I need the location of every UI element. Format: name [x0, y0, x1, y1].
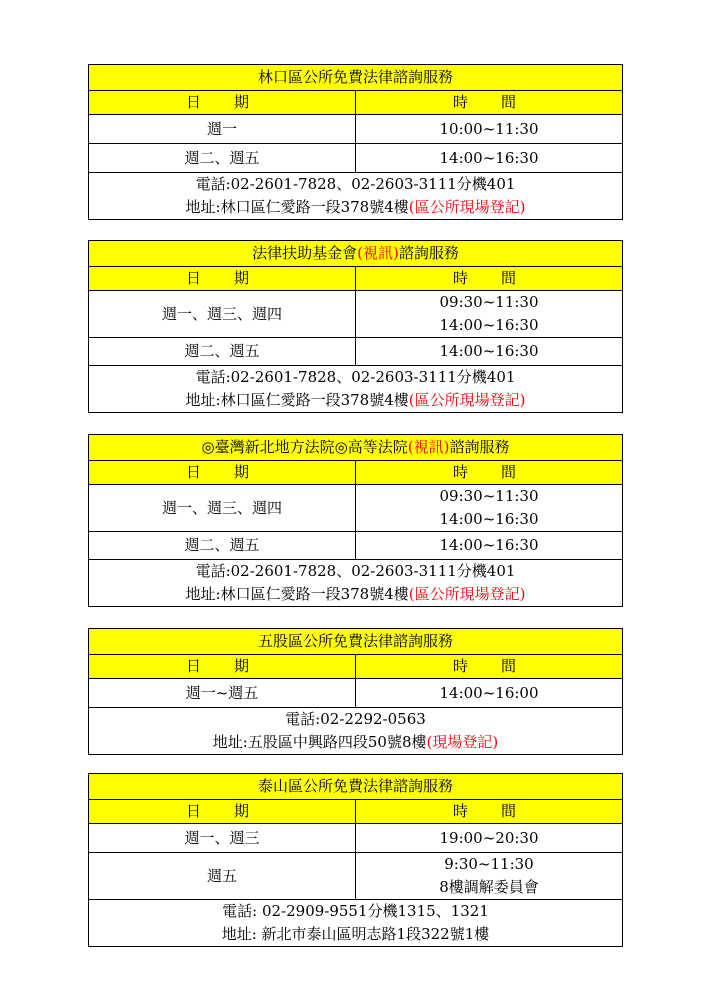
- phone-text: 電話:02-2292-0563: [285, 710, 426, 728]
- address-text: 地址: 新北市泰山區明志路1段322號1樓: [221, 925, 490, 943]
- table-title: 五股區公所免費法律諮詢服務: [89, 629, 623, 655]
- date-header: 日 期: [89, 461, 356, 485]
- schedule-time: 14:00~16:30: [356, 532, 623, 560]
- address-line: [89, 583, 622, 606]
- address-text: 地址:五股區中興路四段50號8樓: [212, 733, 427, 751]
- date-header: 日 期: [89, 800, 356, 824]
- address-note: (區公所現場登記): [408, 198, 526, 216]
- schedule-day: 週二、週五: [89, 144, 356, 173]
- schedule-day: 週五: [89, 853, 356, 900]
- table-title: 泰山區公所免費法律諮詢服務: [89, 774, 623, 800]
- contact-info: [89, 900, 623, 947]
- address-note: (區公所現場登記): [408, 391, 526, 409]
- schedule-time: 09:30~11:30 14:00~16:30: [356, 485, 623, 532]
- date-header: 日 期: [89, 655, 356, 679]
- schedule-time: 14:00~16:30: [356, 338, 623, 366]
- time-header: 時 間: [356, 800, 623, 824]
- phone-text: 電話:02-2601-7828、02-2603-3111分機401: [195, 562, 516, 580]
- address-line: [89, 731, 622, 754]
- phone-text: 電話:02-2601-7828、02-2603-3111分機401: [195, 175, 516, 193]
- address-line: [89, 389, 622, 412]
- linkou-service-table: [88, 64, 623, 220]
- taishan-service-table: [88, 773, 623, 947]
- schedule-day: 週一、週三、週四: [89, 485, 356, 532]
- court-service-table: [88, 434, 623, 607]
- schedule-time: 19:00~20:30: [356, 824, 623, 853]
- schedule-day: 週一、週三: [89, 824, 356, 853]
- date-header: 日 期: [89, 267, 356, 291]
- legal-aid-service-table: [88, 240, 623, 413]
- schedule-day: 週一、週三、週四: [89, 291, 356, 338]
- schedule-day: 週一: [89, 115, 356, 144]
- schedule-day: 週二、週五: [89, 338, 356, 366]
- table-title: ◎臺灣新北地方法院◎高等法院(視訊)諮詢服務: [89, 435, 623, 461]
- address-note: (現場登記): [426, 733, 499, 751]
- contact-info: [89, 708, 623, 755]
- schedule-time: 10:00~11:30: [356, 115, 623, 144]
- time-header: 時 間: [356, 267, 623, 291]
- phone-text: 電話:02-2601-7828、02-2603-3111分機401: [195, 368, 516, 386]
- time-header: 時 間: [356, 91, 623, 115]
- time-header: 時 間: [356, 655, 623, 679]
- schedule-time: 14:00~16:30: [356, 144, 623, 173]
- video-note: (視訊): [407, 438, 450, 456]
- wugu-service-table: [88, 628, 623, 755]
- video-note: (視訊): [357, 244, 399, 262]
- contact-info: [89, 366, 623, 413]
- table-title: 林口區公所免費法律諮詢服務: [89, 65, 623, 91]
- schedule-day: 週二、週五: [89, 532, 356, 560]
- schedule-time: 09:30~11:30 14:00~16:30: [356, 291, 623, 338]
- schedule-time: 14:00~16:00: [356, 679, 623, 708]
- address-line: [89, 196, 622, 219]
- address-text: 地址:林口區仁愛路一段378號4樓: [185, 585, 409, 603]
- address-text: 地址:林口區仁愛路一段378號4樓: [185, 198, 409, 216]
- date-header: 日 期: [89, 91, 356, 115]
- phone-text: 電話: 02-2909-9551分機1315、1321: [222, 902, 489, 920]
- address-note: (區公所現場登記): [408, 585, 526, 603]
- schedule-day: 週一~週五: [89, 679, 356, 708]
- table-title: 法律扶助基金會(視訊)諮詢服務: [89, 241, 623, 267]
- contact-info: [89, 173, 623, 220]
- contact-info: [89, 560, 623, 607]
- time-header: 時 間: [356, 461, 623, 485]
- schedule-time: 9:30~11:30 8樓調解委員會: [356, 853, 623, 900]
- address-text: 地址:林口區仁愛路一段378號4樓: [185, 391, 409, 409]
